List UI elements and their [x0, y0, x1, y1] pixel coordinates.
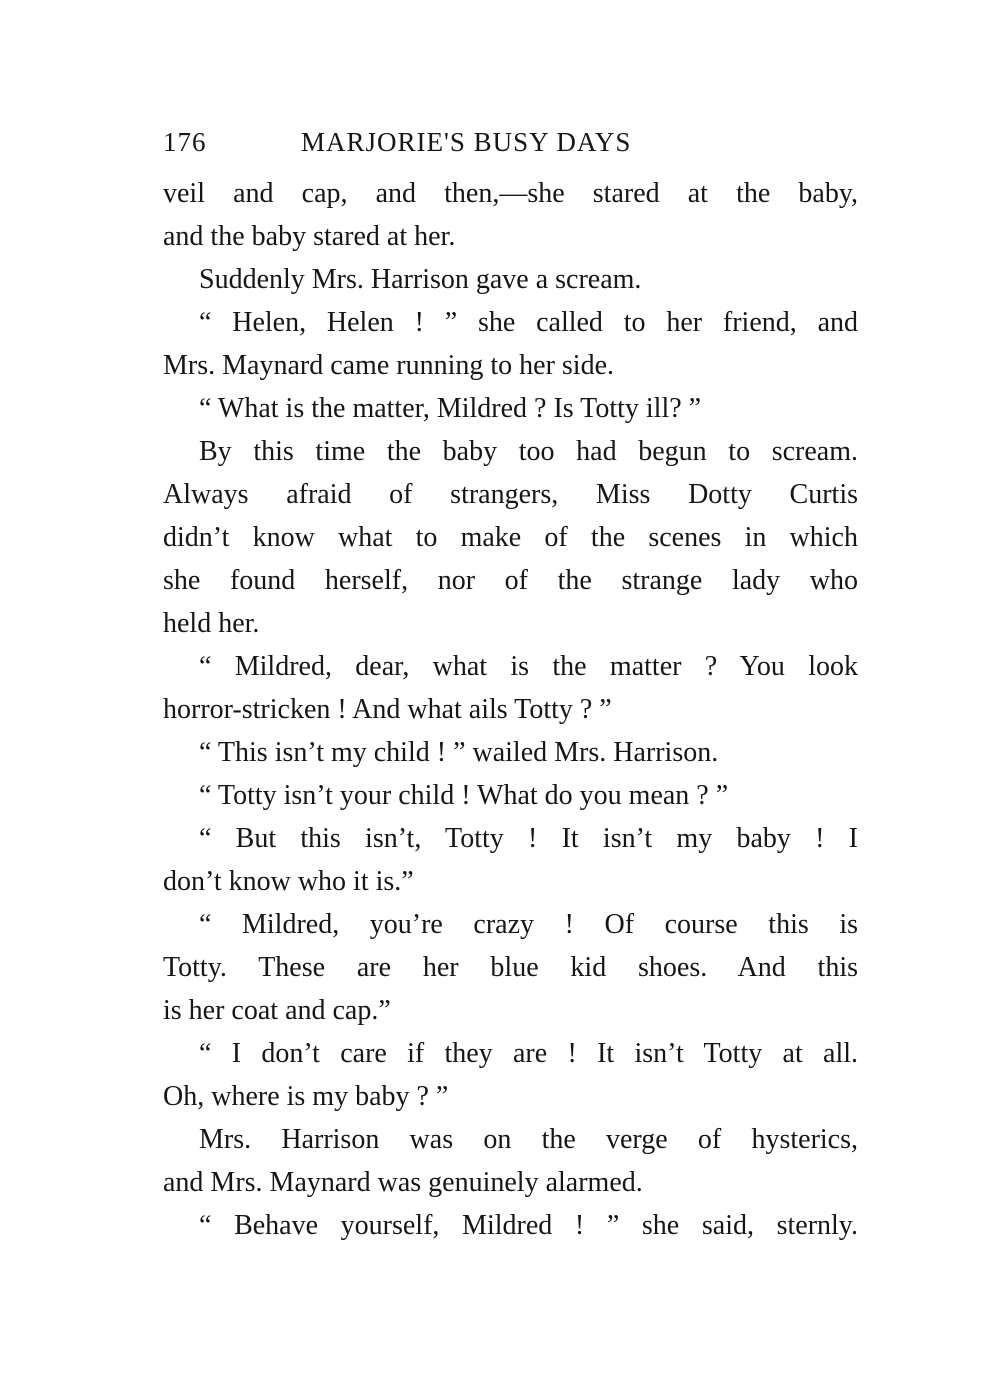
- text-line: Suddenly Mrs. Harrison gave a scream.: [199, 264, 642, 295]
- body-text: [163, 172, 858, 1247]
- text-line: “ But this isn’t, Totty ! It isn’t my baby ! I: [199, 823, 858, 854]
- text-line: Oh, where is my baby ? ”: [163, 1081, 449, 1112]
- text-line: Totty. These are her blue kid shoes. And this: [163, 952, 858, 983]
- text-line: “ Mildred, you’re crazy ! Of course this is: [199, 909, 858, 940]
- text-line: she found herself, nor of the strange lady who: [163, 565, 858, 596]
- text-line: and the baby stared at her.: [163, 221, 456, 252]
- text-line: “ Helen, Helen ! ” she called to her friend, and: [199, 307, 858, 338]
- text-line: don’t know who it is.”: [163, 866, 414, 897]
- text-line: held her.: [163, 608, 260, 639]
- text-line: By this time the baby too had begun to scream.: [199, 436, 858, 467]
- text-line: horror-stricken ! And what ails Totty ? ”: [163, 694, 612, 725]
- text-line: didn’t know what to make of the scenes in which: [163, 522, 858, 553]
- text-line: and Mrs. Maynard was genuinely alarmed.: [163, 1167, 643, 1198]
- book-page: [163, 108, 858, 1247]
- text-line: is her coat and cap.”: [163, 995, 391, 1026]
- text-line: veil and cap, and then,—she stared at the baby,: [163, 178, 858, 209]
- text-line: “ Behave yourself, Mildred ! ” she said, sternly.: [199, 1210, 858, 1241]
- text-line: “ I don’t care if they are ! It isn’t Totty at all.: [199, 1038, 858, 1069]
- page-number: 176: [163, 127, 207, 157]
- text-line: “ This isn’t my child ! ” wailed Mrs. Harrison.: [199, 737, 719, 768]
- text-line: Always afraid of strangers, Miss Dotty Curtis: [163, 479, 858, 510]
- running-title: MARJORIE'S BUSY DAYS: [301, 127, 632, 157]
- text-line: Mrs. Harrison was on the verge of hysterics,: [199, 1124, 858, 1155]
- text-line: “ Mildred, dear, what is the matter ? You look: [199, 651, 858, 682]
- text-line: “ What is the matter, Mildred ? Is Totty ill? ”: [199, 393, 702, 424]
- running-head: [163, 108, 858, 158]
- text-line: Mrs. Maynard came running to her side.: [163, 350, 614, 381]
- text-line: “ Totty isn’t your child ! What do you mean ? ”: [199, 780, 729, 811]
